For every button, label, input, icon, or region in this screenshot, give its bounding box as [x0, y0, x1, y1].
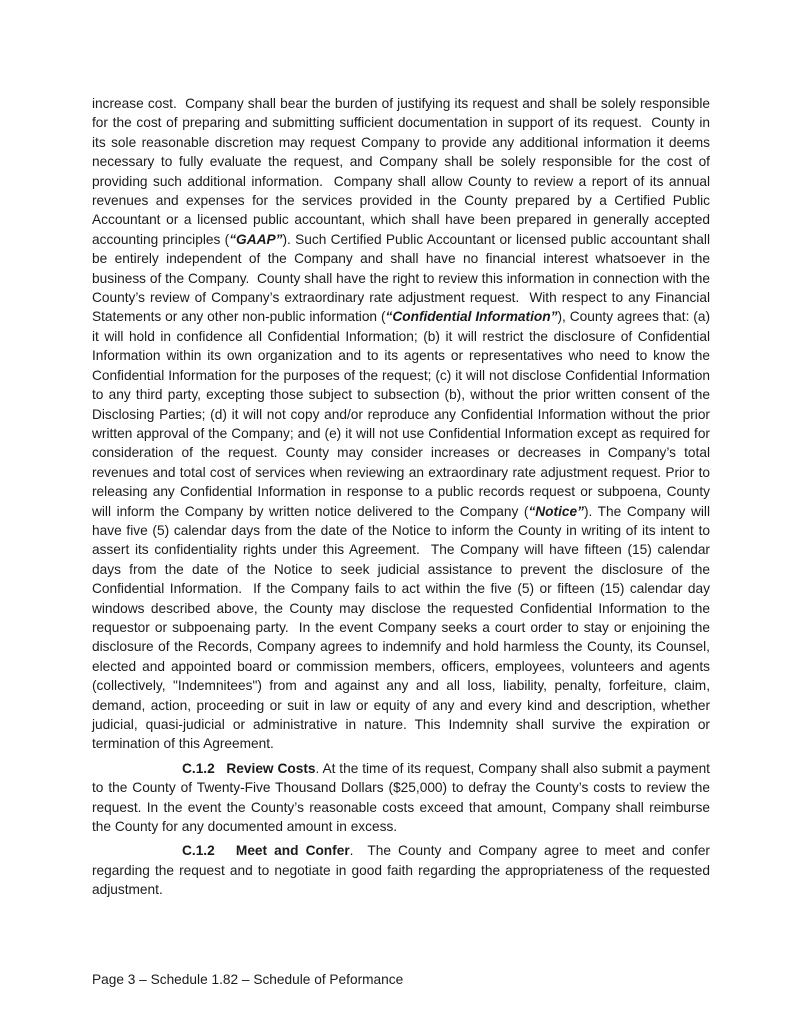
text-segment-normal: ). The Company will have five (5) calendar days from the date of the Notice to inform the County in writing of its intent to assert its confidentiality rights under this Agreement. The Company will have fifteen (15) calendar days from the date of the Notice to seek judicial assistance to prevent the disclosure of the Confidential Information. If the Company fails to act within the five (5) or fifteen (15) calendar day windows described above, the County may disclose the requested Confidential Information to the requestor or subpoenaing party. In the event Company seeks a court order to stay or enjoining the disclosure of the Records, Company agrees to indemnify and hold harmless the County, its Counsel, elected and appointed board or commission members, officers, employees, volunteers and agents (collectively, "Indemnitees") from and against any and all loss, liability, penalty, forfeiture, claim, demand, action, proceeding or suit in law or equity of any and every kind and description, whether judicial, quasi-judicial or administrative in nature. This Indemnity shall survive the expiration or termination of this Agreement.	[92, 503, 714, 752]
paragraph-extraordinary-rate-adjustment	[92, 94, 714, 754]
text-segment-bold: C.1.2 Review Costs	[182, 760, 316, 776]
document-body	[92, 94, 714, 905]
text-segment-bold-italic: “GAAP”	[229, 231, 283, 247]
text-segment-normal: . The County and Company agree to meet and confer regarding the request and to negotiate in good faith regarding the appropriateness of the requested adjustment.	[92, 843, 714, 898]
paragraph-meet-and-confer	[92, 841, 714, 899]
paragraph-review-costs	[92, 759, 714, 837]
page-footer: Page 3 – Schedule 1.82 – Schedule of Peformance	[92, 972, 404, 987]
text-segment-normal: ). Such Certified Public Accountant or licensed public accountant shall be entirely independent of the Company and shall have no financial interest whatsoever in the business of the Company. County shall have the right to review this information in connection with the County’s review of Company’s extraordinary rate adjustment request. With respect to any Financial Statements or any other non-public information (	[92, 231, 714, 325]
text-segment-bold-italic: “Notice”	[528, 503, 584, 519]
text-segment-normal: ), County agrees that: (a) it will hold in confidence all Confidential Information; (b) it will restrict the disclosure of Confidential Information within its own organization and to its agents or representatives who need to know the Confidential Information for the purposes of the request; (c) it will not disclose Confidential Information to any third party, excepting those subject to subsection (b), without the prior written consent of the Disclosing Parties; (d) it will not copy and/or reproduce any Confidential Information without the prior written approval of the Company; and (e) it will not use Confidential Information except as required for consideration of the request. County may consider increases or decreases in Company’s total revenues and total cost of services when reviewing an extraordinary rate adjustment request. Prior to releasing any Confidential Information in response to a public records request or subpoena, County will inform the Company by written notice delivered to the Company (	[92, 309, 714, 519]
text-segment-bold: C.1.2 Meet and Confer	[182, 843, 350, 859]
text-segment-bold-italic: “Confidential Information”	[385, 309, 558, 325]
text-segment-normal: increase cost. Company shall bear the burden of justifying its request and shall be solely responsible for the cost of preparing and submitting sufficient documentation in support of its request. County in its sole reasonable discretion may request Company to provide any additional information it deems necessary to fully evaluate the request, and Company shall be solely responsible for the cost of providing such additional information. Company shall allow County to review a report of its annual revenues and expenses for the services provided in the County prepared by a Certified Public Accountant or a licensed public accountant, which shall have been prepared in generally accepted accounting principles (	[92, 96, 714, 247]
text-segment-normal: . At the time of its request, Company shall also submit a payment to the County of Twenty-Five Thousand Dollars ($25,000) to defray the County’s costs to review the request. In the event the County’s reasonable costs exceed that amount, Company shall reimburse the County for any documented amount in excess.	[92, 760, 714, 835]
